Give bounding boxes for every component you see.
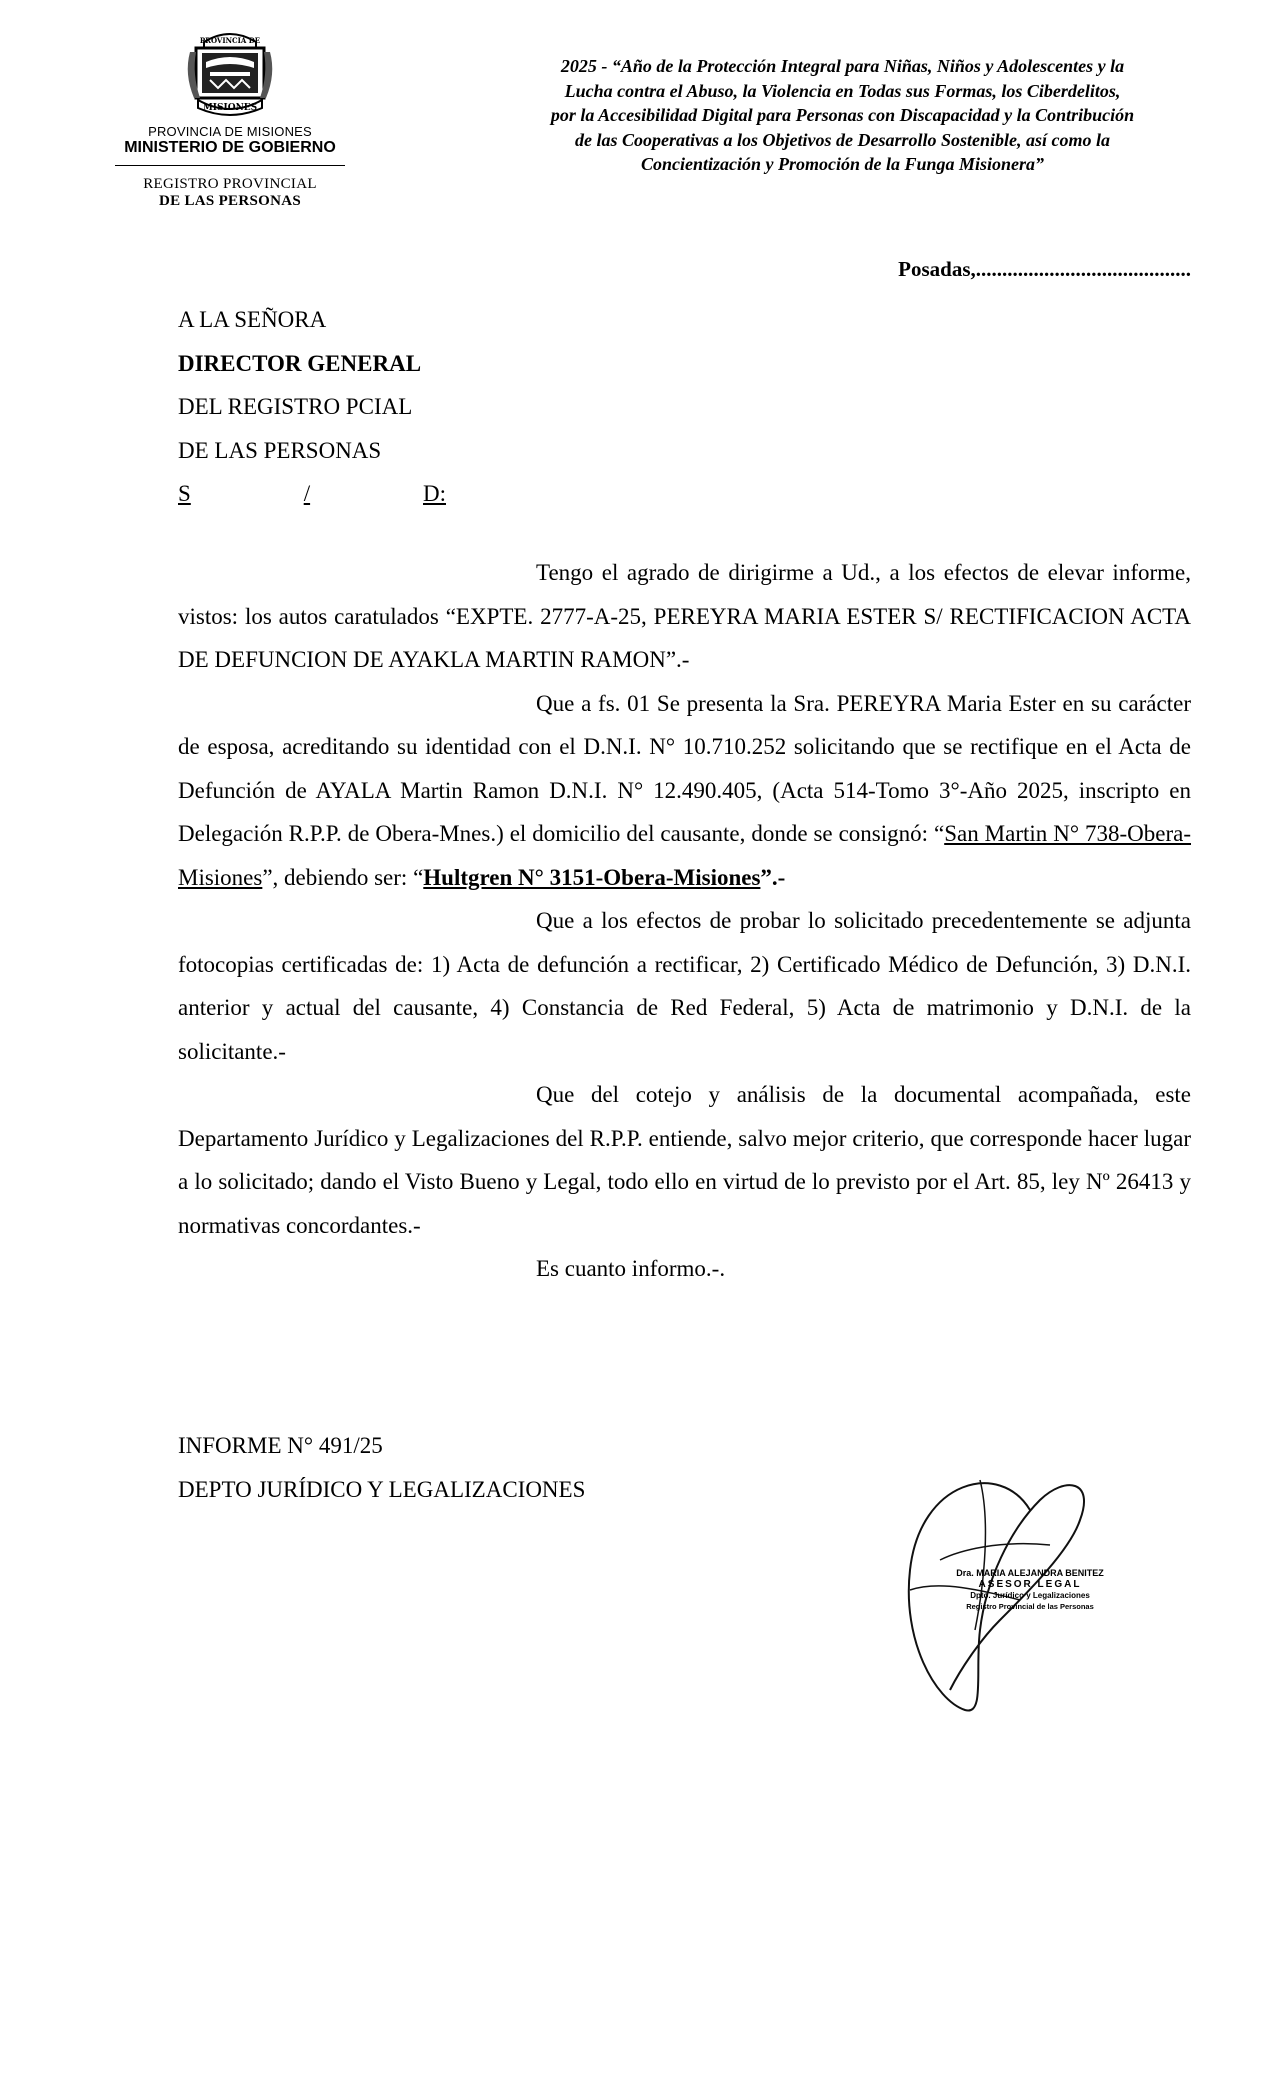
- old-address: San Martin N° 738-Obera-Misiones: [178, 821, 1191, 890]
- report-footer: [178, 1424, 585, 1512]
- paragraph-request: [178, 682, 1191, 900]
- slogan-line: Concientización y Promoción de la Funga Misionera”: [640, 154, 1045, 174]
- ministry-name: MINISTERIO DE GOBIERNO: [124, 139, 336, 156]
- crest-top-text: PROVINCIA DE: [199, 36, 261, 45]
- legal-stamp: [950, 1568, 1110, 1612]
- slogan-line: por la Accesibilidad Digital para Personas con Discapacidad y la Contribución: [550, 105, 1135, 125]
- sd-slash: /: [303, 481, 311, 506]
- slogan-line: 2025 - “Año de la Protección Integral para Niñas, Niños y Adolescentes y la: [560, 56, 1125, 76]
- year-slogan: [480, 54, 1205, 177]
- registry-name-line2: DE LAS PERSONAS: [158, 193, 302, 209]
- addressee-line: A LA SEÑORA: [178, 307, 327, 332]
- paragraph-evidence: Que a los efectos de probar lo solicitado precedentemente se adjunta fotocopias certificadas de: 1) Acta de defunción a rectificar, 2) Certificado Médico de Defunción, 3) D.N.I. anterior y actual del causante, 4) Constancia de Red Federal, 5) Acta de matrimonio y D.N.I. de la solicitante.-: [178, 908, 1191, 1064]
- stamp-title: ASESOR LEGAL: [978, 1579, 1082, 1590]
- paragraph-conclusion: Que del cotejo y análisis de la documental acompañada, este Departamento Jurídico y Legalizaciones del R.P.P. entiende, salvo mejor criterio, que corresponde hacer lugar a lo solicitado; dando el Visto Bueno y Legal, todo ello en virtud de lo previsto por el Art. 85, ley Nº 26413 y normativas concordantes.-: [178, 1082, 1191, 1238]
- report-department: DEPTO JURÍDICO Y LEGALIZACIONES: [178, 1477, 586, 1502]
- addressee-line: DEL REGISTRO PCIAL: [178, 394, 413, 419]
- paragraph-intro: Tengo el agrado de dirigirme a Ud., a los efectos de elevar informe, vistos: los autos caratulados “EXPTE. 2777-A-25, PEREYRA MARIA ESTER S/ RECTIFICACION ACTA DE DEFUNCION DE AYAKLA MARTIN RAMON”.-: [178, 560, 1191, 672]
- new-address: Hultgren N° 3151-Obera-Misiones: [423, 864, 761, 890]
- registry-name-line1: REGISTRO PROVINCIAL: [143, 176, 317, 192]
- stamp-office: Registro Provincial de las Personas: [966, 1602, 1094, 1611]
- stamp-name: Dra. MARIA ALEJANDRA BENITEZ: [956, 1568, 1104, 1578]
- sd-s: S: [178, 481, 191, 506]
- provincial-crest-logo: [182, 22, 278, 120]
- sd-d: D:: [423, 481, 446, 506]
- report-number: INFORME N° 491/25: [178, 1433, 383, 1458]
- place-date: Posadas,.........................................: [898, 257, 1191, 281]
- slogan-line: de las Cooperativas a los Objetivos de Desarrollo Sostenible, así como la: [575, 129, 1110, 150]
- addressee-title: DIRECTOR GENERAL: [178, 350, 422, 376]
- slogan-line: Lucha contra el Abuso, la Violencia en Todas sus Formas, los Ciberdelitos,: [564, 80, 1121, 101]
- addressee-line: DE LAS PERSONAS: [178, 437, 382, 463]
- report-body: [178, 551, 1191, 1291]
- province-name: PROVINCIA DE MISIONES: [148, 124, 312, 139]
- paragraph-closing: Es cuanto informo.-.: [536, 1256, 726, 1281]
- request-text-end: ”.-: [760, 864, 786, 890]
- salutation-sd: [178, 472, 446, 516]
- signature-block: [880, 1440, 1130, 1730]
- stamp-department: Dpto. Jurídico y Legalizaciones: [970, 1591, 1090, 1600]
- request-text: Que a fs. 01 Se presenta la Sra. PEREYRA Maria Ester en su carácter de esposa, acreditando su identidad con el D.N.I. N° 10.710.252 solicitando que se rectifique en el Acta de Defunción de AYALA Martin Ramon D.N.I. N° 12.490.405, (Acta 514-Tomo 3°-Año 2025, inscripto en Delegación R.P.P. de Obera-Mnes.) el domicilio del causante, donde se consignó: “: [178, 690, 1191, 846]
- crest-bottom-text: MISIONES: [202, 103, 258, 113]
- request-text-mid: ”, debiendo ser: “: [262, 864, 424, 890]
- institution-header: [100, 22, 360, 210]
- addressee-block: [178, 298, 446, 516]
- header-divider: [115, 165, 345, 166]
